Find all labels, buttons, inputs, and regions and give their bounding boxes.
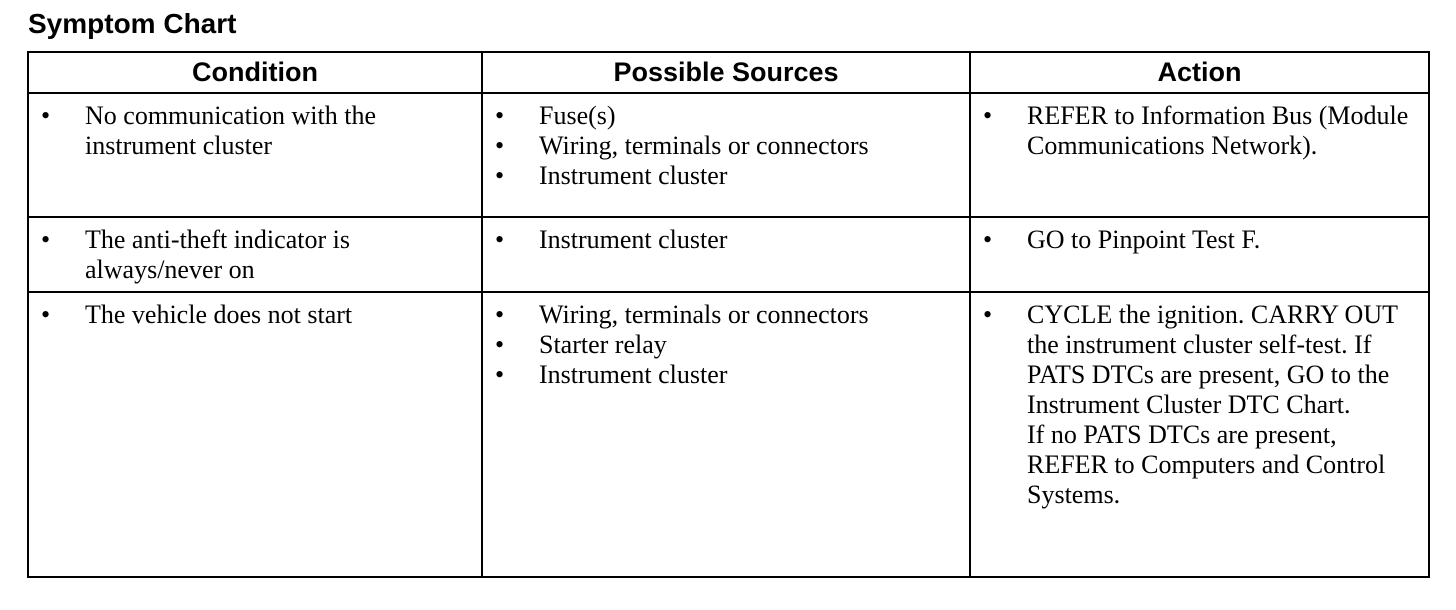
source-item: • Wiring, terminals or connectors	[491, 300, 959, 330]
source-item: • Starter relay	[491, 330, 959, 360]
source-item: • Instrument cluster	[491, 161, 959, 191]
sources-cell	[482, 93, 970, 217]
action-continuation: If no PATS DTCs are present, REFER to Computers and Control Systems.	[1027, 420, 1386, 509]
condition-cell	[28, 292, 482, 577]
action-cell	[970, 292, 1429, 577]
source-item: • Instrument cluster	[491, 360, 959, 390]
header-row	[28, 52, 1429, 93]
condition-item: • No communication with the instrument cluster	[37, 101, 471, 161]
action-cell	[970, 93, 1429, 217]
sources-cell	[482, 292, 970, 577]
symptom-chart-table	[27, 51, 1430, 578]
action-cell	[970, 217, 1429, 292]
condition-item: • The vehicle does not start	[37, 300, 471, 330]
column-header-condition: Condition	[28, 52, 482, 93]
column-header-possible-sources: Possible Sources	[482, 52, 970, 93]
sources-cell	[482, 217, 970, 292]
source-item: • Instrument cluster	[491, 225, 959, 255]
column-header-action: Action	[970, 52, 1429, 93]
source-item: • Wiring, terminals or connectors	[491, 131, 959, 161]
action-item: • CYCLE the ignition. CARRY OUT the instrument cluster self-test. If PATS DTCs are present, GO to the Instrument Cluster DTC Chart.	[979, 300, 1418, 420]
table-row	[28, 217, 1429, 292]
table-row	[28, 292, 1429, 577]
action-item: • GO to Pinpoint Test F.	[979, 225, 1418, 255]
source-item: • Fuse(s)	[491, 101, 959, 131]
condition-item: • The anti-theft indicator is always/never on	[37, 225, 471, 285]
condition-cell	[28, 217, 482, 292]
action-item: • REFER to Information Bus (Module Communications Network).	[979, 101, 1418, 161]
table-row	[28, 93, 1429, 217]
condition-cell	[28, 93, 482, 217]
page-title: Symptom Chart	[28, 8, 237, 39]
